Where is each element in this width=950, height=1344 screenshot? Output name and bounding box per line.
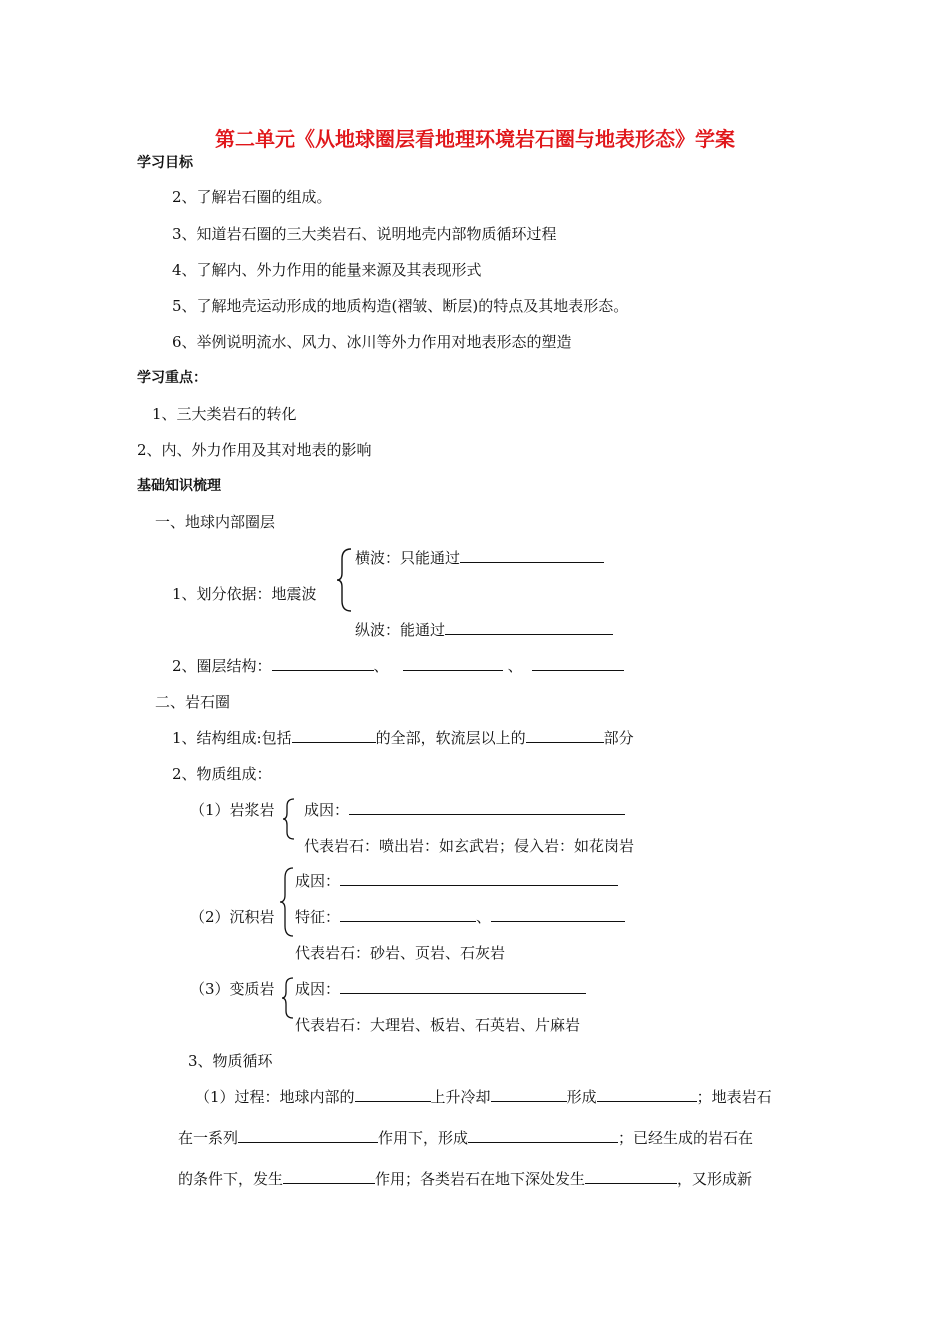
objective-item: 4、了解内、外力作用的能量来源及其表现形式	[172, 261, 482, 279]
blank-field[interactable]	[355, 1087, 431, 1102]
sedimentary-example: 代表岩石：砂岩、页岩、石灰岩	[295, 944, 506, 962]
blank-field[interactable]	[340, 907, 476, 922]
shear-wave-line	[355, 548, 604, 568]
composition-text: 1、结构组成:包括	[172, 729, 292, 747]
blank-field[interactable]	[491, 1087, 567, 1102]
structure-label: 2、圈层结构：	[172, 657, 272, 675]
blank-field[interactable]	[491, 907, 625, 922]
section-heading: 一、地球内部圈层	[155, 513, 276, 531]
composition-line	[172, 728, 634, 748]
igneous-cause-line	[304, 800, 625, 820]
objective-item: 5、了解地壳运动形成的地质构造(褶皱、断层)的特点及其地表形态。	[172, 297, 629, 315]
cause-text: 成因：	[295, 872, 341, 890]
composition-text: 部分	[603, 729, 634, 747]
brace-icon	[281, 976, 295, 1020]
brace-icon	[279, 866, 295, 938]
blank-field[interactable]	[445, 620, 613, 635]
igneous-label: （1）岩浆岩	[190, 801, 275, 819]
cycle-text: ，又形成新	[677, 1170, 753, 1188]
cycle-text: ；已经生成的岩石在	[618, 1129, 754, 1147]
igneous-example: 代表岩石：喷出岩：如玄武岩；侵入岩：如花岗岩	[304, 837, 635, 855]
objective-item: 6、举例说明流水、风力、冰川等外力作用对地表形态的塑造	[172, 333, 572, 351]
blank-field[interactable]	[272, 656, 374, 671]
basis-label: 1、划分依据：地震波	[172, 585, 317, 603]
knowledge-heading: 基础知识梳理	[137, 478, 221, 494]
section-heading: 3、物质循环	[188, 1052, 273, 1070]
blank-field[interactable]	[532, 656, 624, 671]
cycle-text: （1）过程：地球内部的	[195, 1088, 355, 1106]
composition-text: 的全部，软流层以上的	[375, 729, 526, 747]
keypoints-heading: 学习重点：	[137, 370, 207, 386]
cycle-text: 的条件下，发生	[178, 1170, 284, 1188]
metamorphic-cause-line	[295, 979, 586, 999]
sedimentary-feature-line	[295, 907, 625, 927]
blank-field[interactable]	[238, 1128, 378, 1143]
blank-field[interactable]	[283, 1169, 375, 1184]
brace-icon	[336, 547, 354, 613]
keypoint-item: 2、内、外力作用及其对地表的影响	[137, 441, 372, 459]
cause-text: 成因：	[304, 801, 350, 819]
cycle-line	[178, 1128, 753, 1148]
cycle-text: 在一系列	[178, 1129, 239, 1147]
blank-field[interactable]	[292, 728, 376, 743]
page-title: 第二单元《从地球圈层看地理环境岩石圈与地表形态》学案	[215, 127, 735, 151]
brace-icon	[282, 797, 296, 841]
longitudinal-wave-text: 纵波：能通过	[355, 621, 446, 639]
separator: 、	[373, 657, 389, 675]
cycle-text: 作用；各类岩石在地下深处发生	[375, 1170, 586, 1188]
blank-field[interactable]	[460, 548, 604, 563]
blank-field[interactable]	[349, 800, 625, 815]
cycle-text: ；地表岩石	[696, 1088, 772, 1106]
sedimentary-label: （2）沉积岩	[190, 908, 275, 926]
structure-line	[172, 656, 624, 676]
cause-text: 成因：	[295, 980, 341, 998]
blank-field[interactable]	[468, 1128, 618, 1143]
blank-field[interactable]	[585, 1169, 677, 1184]
keypoint-item: 1、三大类岩石的转化	[152, 405, 297, 423]
feature-text: 特征：	[295, 908, 341, 926]
section-heading: 二、岩石圈	[155, 693, 231, 711]
blank-field[interactable]	[403, 656, 503, 671]
cycle-line	[178, 1169, 752, 1189]
metamorphic-label: （3）变质岩	[190, 980, 275, 998]
separator: 、	[507, 657, 523, 675]
cycle-text: 上升冷却	[430, 1088, 491, 1106]
blank-field[interactable]	[340, 979, 586, 994]
blank-field[interactable]	[340, 871, 618, 886]
cycle-text: 作用下，形成	[378, 1129, 469, 1147]
objectives-heading: 学习目标	[137, 155, 193, 171]
blank-field[interactable]	[597, 1087, 697, 1102]
separator: 、	[476, 908, 492, 926]
metamorphic-example: 代表岩石：大理岩、板岩、石英岩、片麻岩	[295, 1016, 581, 1034]
material-label: 2、物质组成：	[172, 765, 272, 783]
blank-field[interactable]	[526, 728, 604, 743]
objective-item: 3、知道岩石圈的三大类岩石、说明地壳内部物质循环过程	[172, 225, 557, 243]
cycle-line	[195, 1087, 772, 1107]
objective-item: 2、了解岩石圈的组成。	[172, 188, 332, 206]
cycle-text: 形成	[566, 1088, 597, 1106]
longitudinal-wave-line	[355, 620, 613, 640]
shear-wave-text: 横波：只能通过	[355, 549, 461, 567]
sedimentary-cause-line	[295, 871, 618, 891]
